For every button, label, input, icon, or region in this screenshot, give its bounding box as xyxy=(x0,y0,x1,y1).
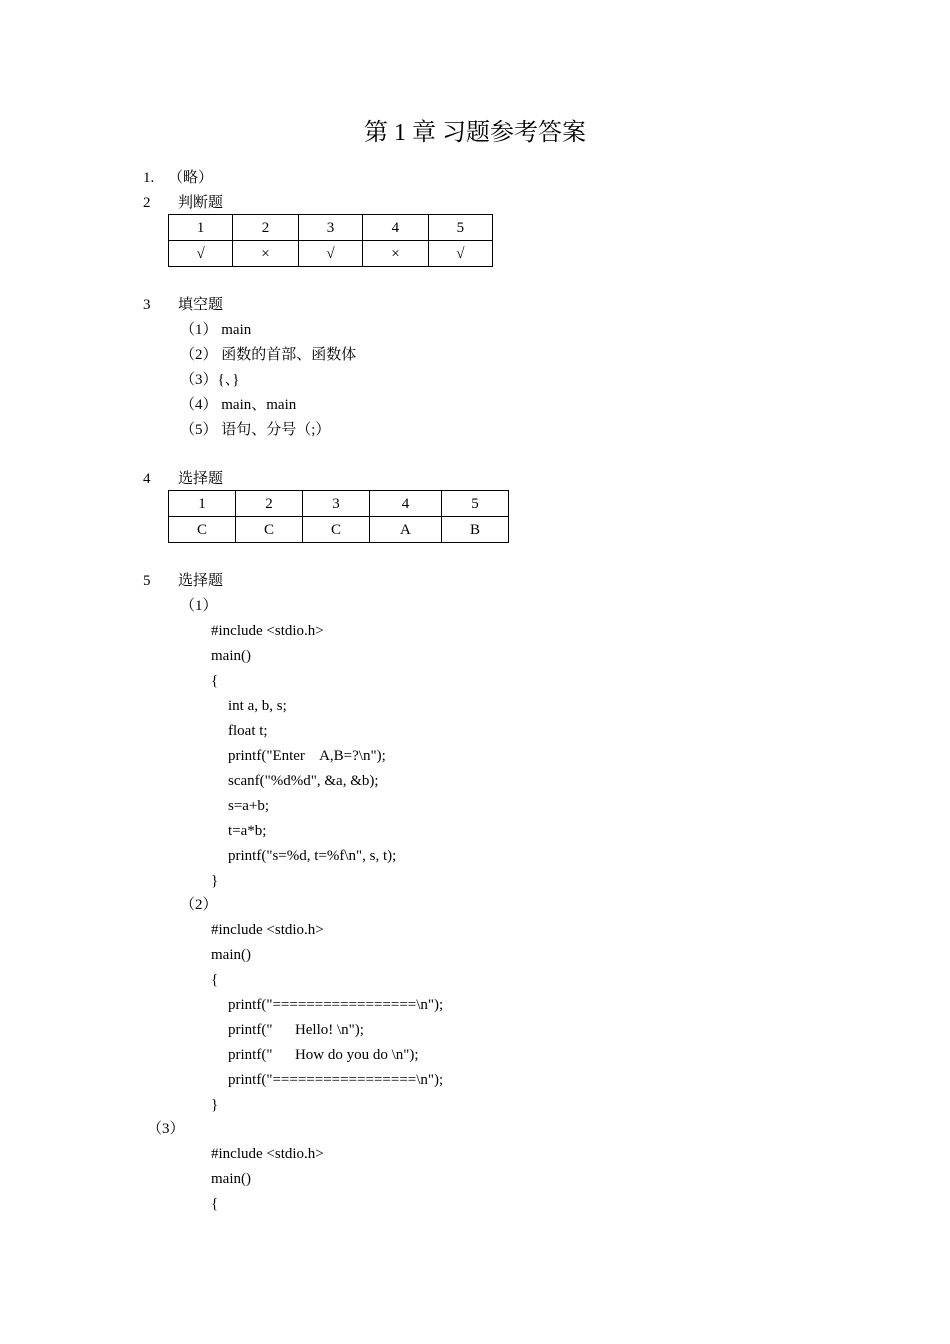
list-item: （3）{、} xyxy=(180,372,240,388)
table-cell: 5 xyxy=(441,491,508,517)
q2-number: 2 xyxy=(143,195,151,211)
q5-number: 5 xyxy=(143,573,151,589)
table-row xyxy=(169,241,493,267)
table-cell: × xyxy=(363,241,429,267)
table-cell: A xyxy=(369,517,441,543)
table-cell: 1 xyxy=(169,215,233,241)
code-line: main() xyxy=(211,947,251,963)
code-line: t=a*b; xyxy=(228,823,267,839)
code-line: printf(" Hello! \n"); xyxy=(228,1022,364,1038)
q4-answer-table xyxy=(168,490,509,543)
q2-heading: 判断题 xyxy=(178,195,224,211)
code-line: main() xyxy=(211,648,251,664)
list-item: （4） main、main xyxy=(180,397,297,413)
q4-heading: 选择题 xyxy=(178,471,224,487)
code-line: printf(" How do you do \n"); xyxy=(228,1047,419,1063)
table-header-row xyxy=(169,215,493,241)
program-3-label: （3） xyxy=(147,1121,185,1137)
table-cell: √ xyxy=(298,241,362,267)
code-line: scanf("%d%d", &a, &b); xyxy=(228,773,379,789)
code-line: printf("=================\n"); xyxy=(228,1072,444,1088)
code-line: s=a+b; xyxy=(228,798,270,814)
table-cell: 3 xyxy=(302,491,369,517)
table-cell: 4 xyxy=(363,215,429,241)
q2-answer-table xyxy=(168,214,493,267)
code-line: printf("Enter A,B=?\n"); xyxy=(228,748,386,764)
code-line: #include <stdio.h> xyxy=(211,1146,324,1162)
code-line: float t; xyxy=(228,723,268,739)
table-cell: 5 xyxy=(428,215,492,241)
page-title: 第 1 章 习题参考答案 xyxy=(364,120,586,146)
q3-heading: 填空题 xyxy=(178,297,224,313)
table-cell: C xyxy=(302,517,369,543)
table-cell: √ xyxy=(169,241,233,267)
list-item: （2） 函数的首部、函数体 xyxy=(180,347,357,363)
code-line: { xyxy=(211,673,219,689)
code-line: } xyxy=(211,1097,219,1113)
list-item: （1） main xyxy=(180,322,252,338)
table-cell: C xyxy=(169,517,236,543)
table-cell: B xyxy=(441,517,508,543)
table-cell: √ xyxy=(428,241,492,267)
table-cell: 1 xyxy=(169,491,236,517)
table-cell: 2 xyxy=(235,491,302,517)
code-line: #include <stdio.h> xyxy=(211,623,324,639)
table-cell: C xyxy=(235,517,302,543)
code-line: printf("s=%d, t=%f\n", s, t); xyxy=(228,848,397,864)
q5-heading: 选择题 xyxy=(178,573,224,589)
code-line: #include <stdio.h> xyxy=(211,922,324,938)
program-1-label: （1） xyxy=(180,598,218,614)
table-cell: × xyxy=(233,241,299,267)
code-line: { xyxy=(211,1196,219,1212)
list-item: （5） 语句、分号（;） xyxy=(180,422,331,438)
table-row xyxy=(169,517,509,543)
table-cell: 4 xyxy=(369,491,441,517)
code-line: main() xyxy=(211,1171,251,1187)
q1-text: （略） xyxy=(168,170,214,186)
code-line: { xyxy=(211,972,219,988)
code-line: int a, b, s; xyxy=(228,698,287,714)
q1-number: 1. xyxy=(143,170,155,186)
table-header-row xyxy=(169,491,509,517)
code-line: } xyxy=(211,873,219,889)
program-2-label: （2） xyxy=(180,897,218,913)
q3-number: 3 xyxy=(143,297,151,313)
table-cell: 2 xyxy=(233,215,299,241)
code-line: printf("=================\n"); xyxy=(228,997,444,1013)
table-cell: 3 xyxy=(298,215,362,241)
q4-number: 4 xyxy=(143,471,151,487)
